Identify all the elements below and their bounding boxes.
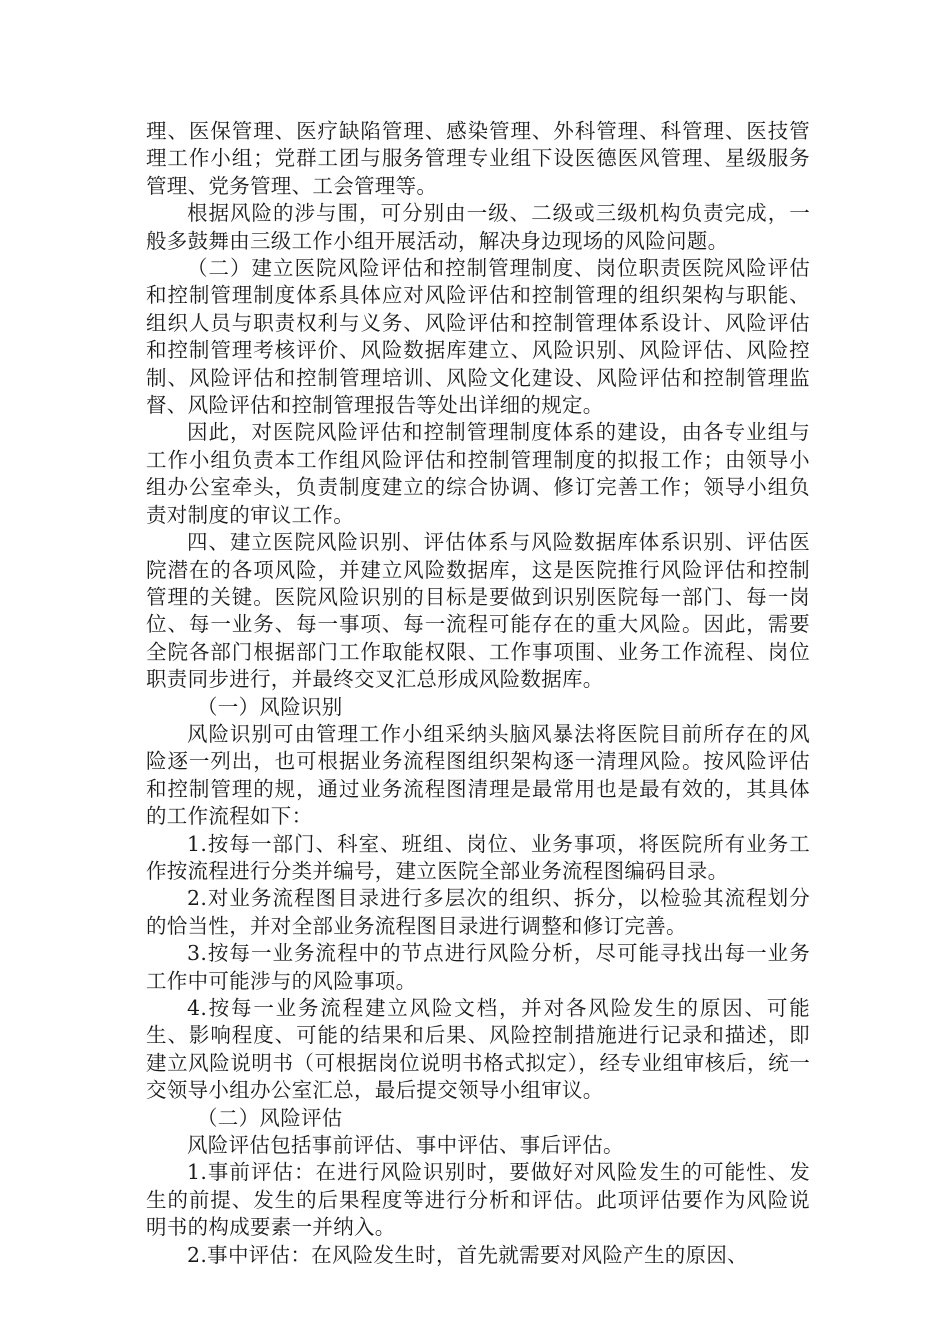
heading-risk-assessment: （二）风险评估 <box>197 1105 343 1130</box>
list-item-step-4: 4.按每一业务流程建立风险文档，并对各风险发生的原因、可能生、影响程度、可能的结果和后果、风险控制措施进行记录和描述，即建立风险说明书（可根据岗位说明书格式拟定），经专业组审核后，统一交领导小组办公室汇总，最后提交领导小组审议。 <box>146 996 810 1103</box>
paragraph-risk-scope: 根据风险的涉与围，可分别由一级、二级或三级机构负责完成，一般多鼓舞由三级工作小组开展活动，解决身边现场的风险问题。 <box>146 201 810 253</box>
paragraph-section-four: 四、建立医院风险识别、评估体系与风险数据库体系识别、评估医院潜在的各项风险，并建立风险数据库，这是医院推行风险评估和控制管理的关键。医院风险识别的目标是要做到识别医院每一部门、每一岗位、每一业务、每一事项、每一流程可能存在的重大风险。因此，需要全院各部门根据部门工作取能权限、工作事项围、业务工作流程、岗位职责同步进行，并最终交叉汇总形成风险数据库。 <box>146 530 810 692</box>
paragraph-continued: 理、医保管理、医疗缺陷管理、感染管理、外科管理、科管理、医技管理工作小组；党群工团与服务管理专业组下设医德医风管理、星级服务管理、党务管理、工会管理等。 <box>146 119 810 198</box>
heading-risk-identification: （一）风险识别 <box>197 694 343 719</box>
paragraph-system-building: （二）建立医院风险评估和控制管理制度、岗位职责医院风险评估和控制管理制度体系具体应对风险评估和控制管理的组织架构与职能、组织人员与职责权利与义务、风险评估和控制管理体系设计、风险评估和控制管理考核评价、风险数据库建立、风险识别、风险评估、风险控制、风险评估和控制管理培训、风险文化建设、风险评估和控制管理监督、风险评估和控制管理报告等处出详细的规定。 <box>146 256 810 418</box>
paragraph-assessment-types: 风险评估包括事前评估、事中评估、事后评估。 <box>187 1133 624 1158</box>
list-item-step-3: 3.按每一业务流程中的节点进行风险分析，尽可能寻找出每一业务工作中可能涉与的风险事项。 <box>146 941 810 993</box>
list-item-during-assessment: 2.事中评估：在风险发生时，首先就需要对风险产生的原因、 <box>187 1242 748 1267</box>
list-item-step-1: 1.按每一部门、科室、班组、岗位、业务事项，将医院所有业务工作按流程进行分类并编号，建立医院全部业务流程图编码目录。 <box>146 831 810 883</box>
paragraph-identification-method: 风险识别可由管理工作小组采纳头脑风暴法将医院目前所存在的风险逐一列出，也可根据业务流程图组织架构逐一清理风险。按风险评估和控制管理的规，通过业务流程图清理是最常用也是最有效的，其具体的工作流程如下： <box>146 721 810 829</box>
paragraph-system-responsibility: 因此，对医院风险评估和控制管理制度体系的建设，由各专业组与工作小组负责本工作组风险评估和控制管理制度的拟报工作；由领导小组办公室牵头，负责制度建立的综合协调、修订完善工作；领导小组负责对制度的审议工作。 <box>146 420 810 527</box>
list-item-pre-assessment: 1.事前评估：在进行风险识别时，要做好对风险发生的可能性、发生的前提、发生的后果程度等进行分析和评估。此项评估要作为风险说明书的构成要素一并纳入。 <box>146 1160 810 1240</box>
document-body <box>146 118 810 1269</box>
list-item-step-2: 2.对业务流程图目录进行多层次的组织、拆分，以检验其流程划分的恰当性，并对全部业务流程图目录进行调整和修订完善。 <box>146 886 810 938</box>
